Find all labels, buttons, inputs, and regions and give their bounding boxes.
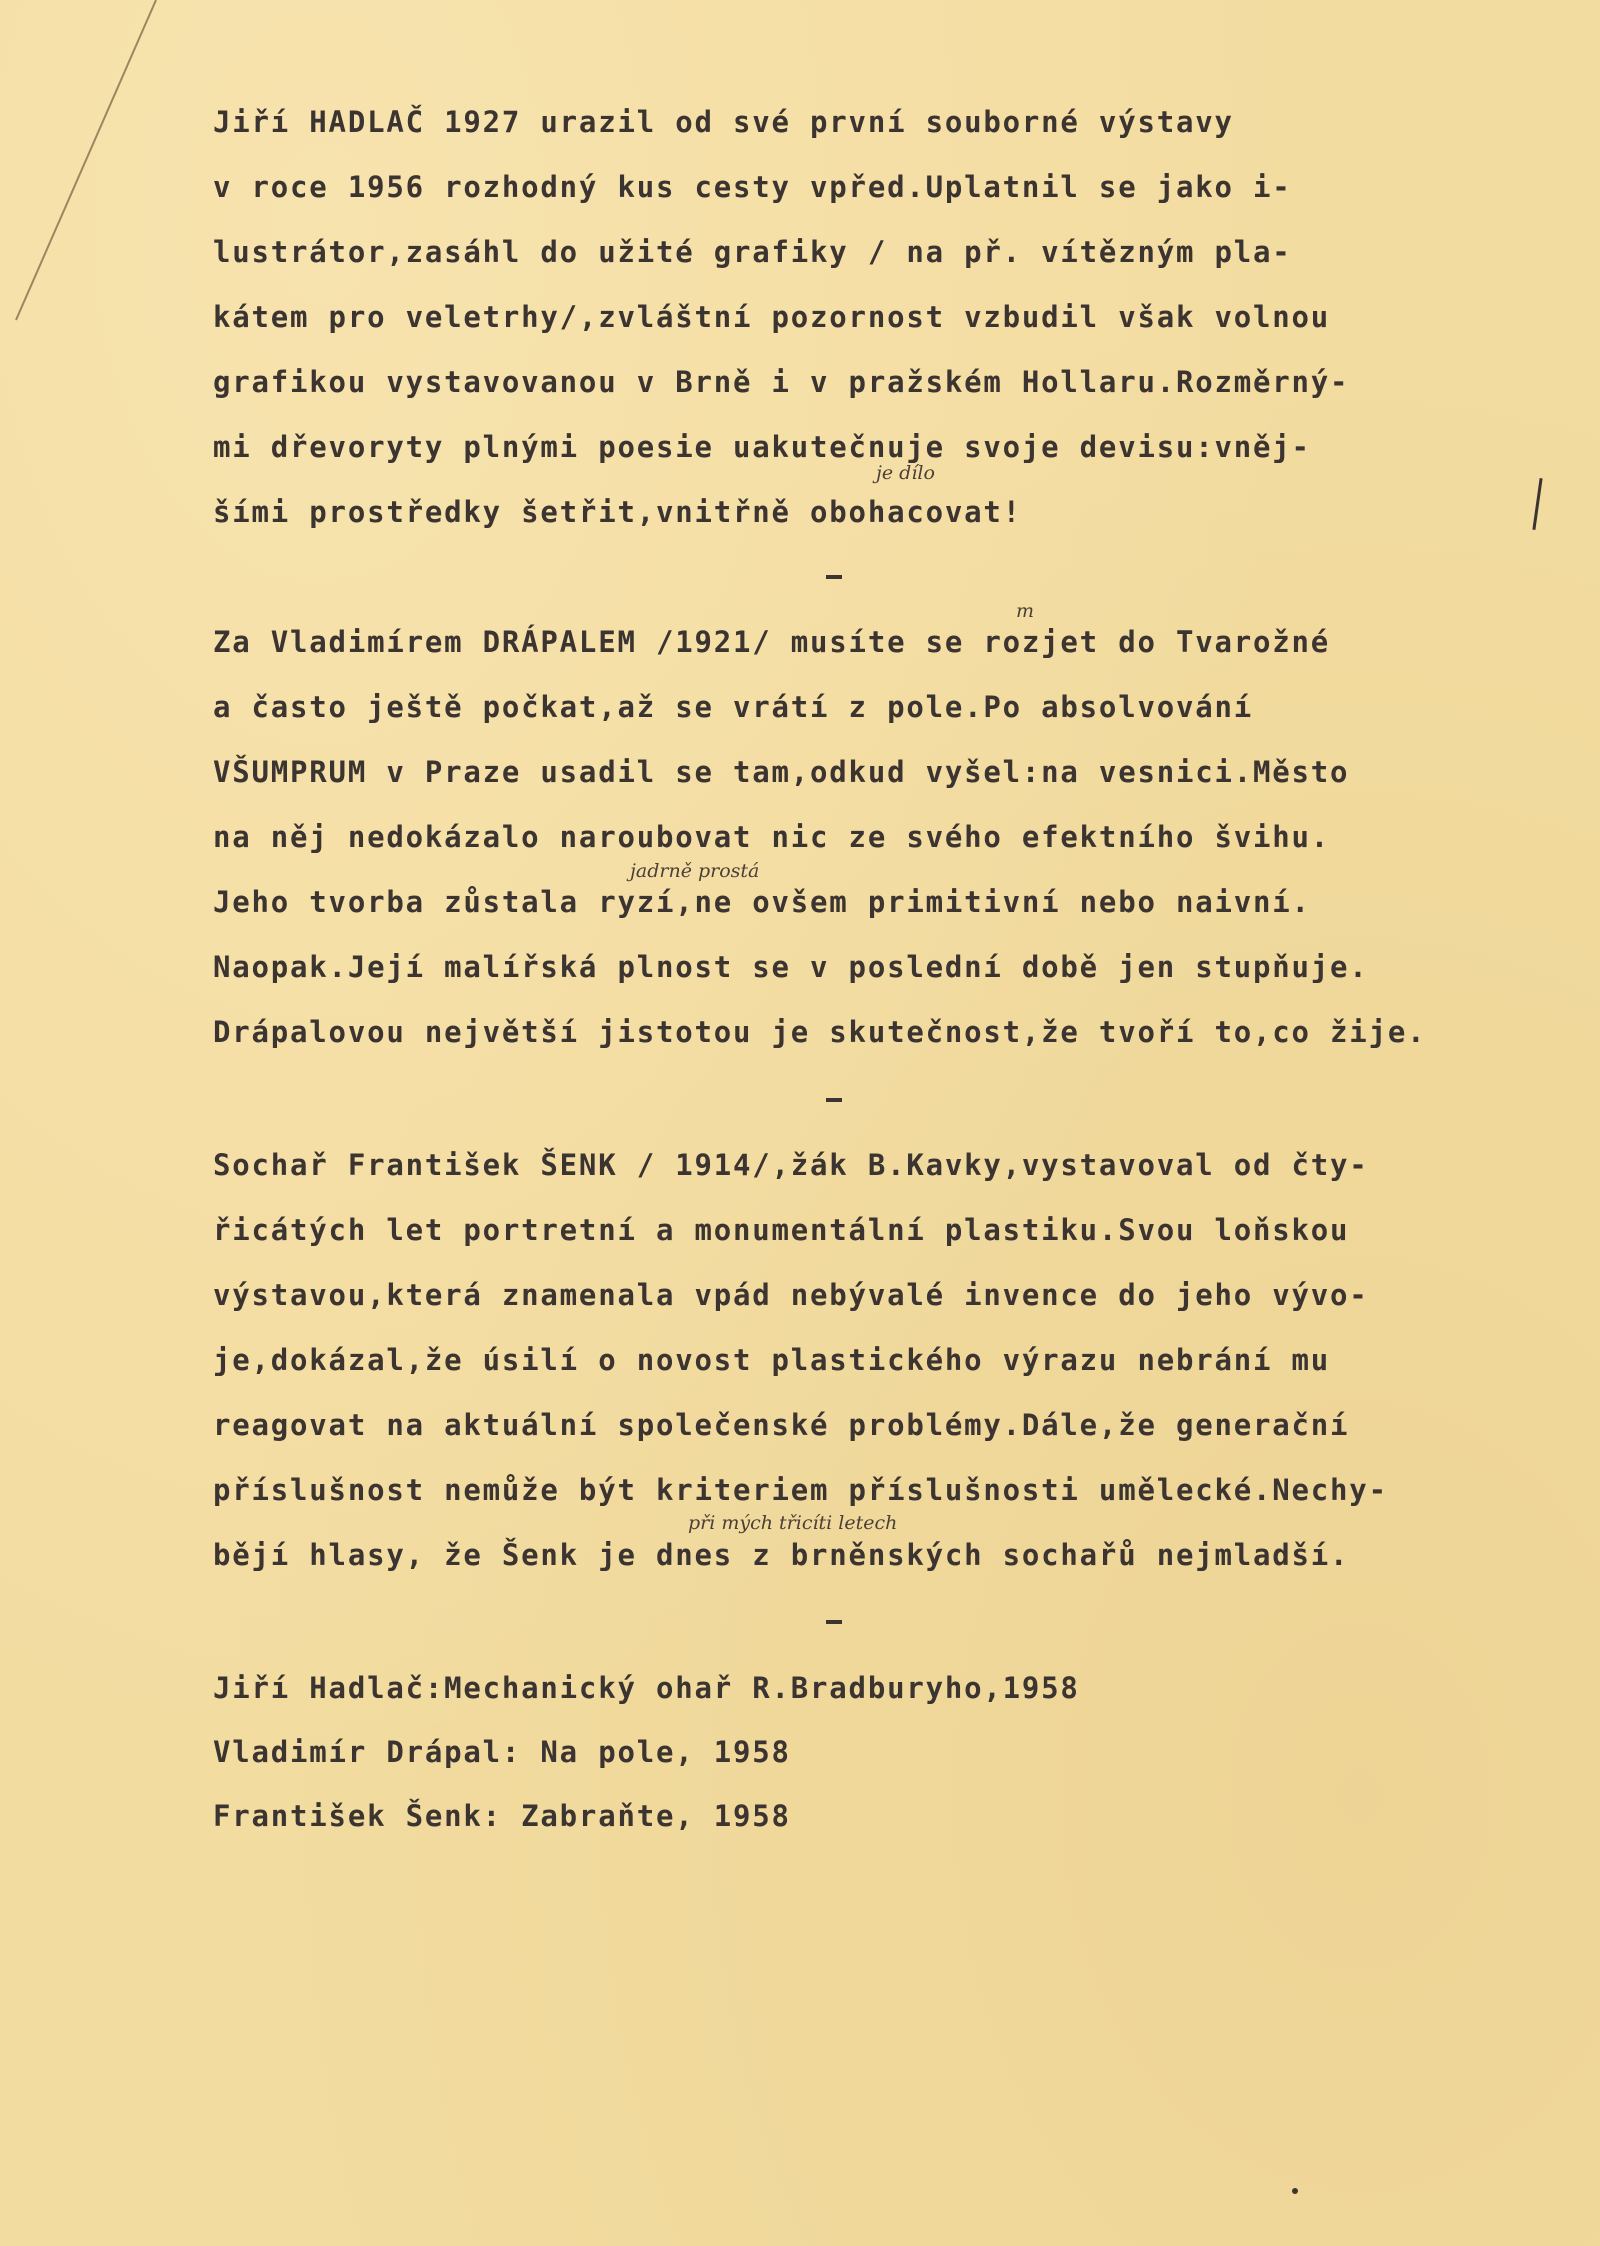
text-line: bějí hlasy, že Šenk je dnes z brněnských sochařů nejmladší. bbox=[213, 1538, 1350, 1572]
separator-dash bbox=[826, 1098, 842, 1102]
image-captions bbox=[213, 1656, 1553, 1848]
text-line: a často ještě počkat,až se vrátí z pole.Po absolvování bbox=[213, 690, 1254, 724]
separator-dash bbox=[826, 575, 842, 579]
text-line: v roce 1956 rozhodný kus cesty vpřed.Uplatnil se jako i- bbox=[213, 170, 1292, 204]
paragraph-drapal bbox=[213, 610, 1553, 1065]
text-line: na něj nedokázalo naroubovat nic ze svého efektního švihu. bbox=[213, 820, 1331, 854]
text-line: příslušnost nemůže být kriteriem příslušnosti umělecké.Nechy- bbox=[213, 1473, 1388, 1507]
text-line: Sochař František ŠENK / 1914/,žák B.Kavky,vystavoval od čty- bbox=[213, 1148, 1369, 1182]
ink-dot bbox=[1292, 2188, 1298, 2194]
text-line: šími prostředky šetřit,vnitřně obohacovat! bbox=[213, 495, 1022, 529]
text-line: výstavou,která znamenala vpád nebývalé invence do jeho vývo- bbox=[213, 1278, 1369, 1312]
text-line: Drápalovou největší jistotou je skutečnost,že tvoří to,co žije. bbox=[213, 1015, 1427, 1049]
paper-fold-line bbox=[6, 0, 176, 330]
separator-dash bbox=[826, 1620, 842, 1624]
text-line: řicátých let portretní a monumentální plastiku.Svou loňskou bbox=[213, 1213, 1350, 1247]
text-line: mi dřevoryty plnými poesie uakutečnuje svoje devisu:vněj- bbox=[213, 430, 1311, 464]
text-line: lustrátor,zasáhl do užité grafiky / na př. vítězným pla- bbox=[213, 235, 1292, 269]
handwritten-note: m bbox=[1016, 600, 1035, 622]
text-line: Jeho tvorba zůstala ryzí,ne ovšem primitivní nebo naivní. bbox=[213, 885, 1311, 919]
text-line: grafikou vystavovanou v Brně i v pražském Hollaru.Rozměrný- bbox=[213, 365, 1350, 399]
text-line: kátem pro veletrhy/,zvláštní pozornost vzbudil však volnou bbox=[213, 300, 1331, 334]
handwritten-note: jadrně prostá bbox=[630, 860, 760, 882]
text-line: Naopak.Její malířská plnost se v poslední době jen stupňuje. bbox=[213, 950, 1369, 984]
handwritten-note: je dílo bbox=[876, 462, 935, 484]
handwritten-note: při mých třicíti letech bbox=[688, 1512, 898, 1534]
text-line: Jiří HADLAČ 1927 urazil od své první souborné výstavy bbox=[213, 105, 1234, 139]
caption-line: František Šenk: Zabraňte, 1958 bbox=[213, 1799, 791, 1833]
text-line: Za Vladimírem DRÁPALEM /1921/ musíte se rozjet do Tvarožné bbox=[213, 625, 1331, 659]
caption-line: Jiří Hadlač:Mechanický ohař R.Bradburyho,1958 bbox=[213, 1671, 1080, 1705]
text-line: VŠUMPRUM v Praze usadil se tam,odkud vyšel:na vesnici.Město bbox=[213, 755, 1350, 789]
text-line: je,dokázal,že úsilí o novost plastického výrazu nebrání mu bbox=[213, 1343, 1331, 1377]
caption-line: Vladimír Drápal: Na pole, 1958 bbox=[213, 1735, 791, 1769]
text-line: reagovat na aktuální společenské problémy.Dále,že generační bbox=[213, 1408, 1350, 1442]
